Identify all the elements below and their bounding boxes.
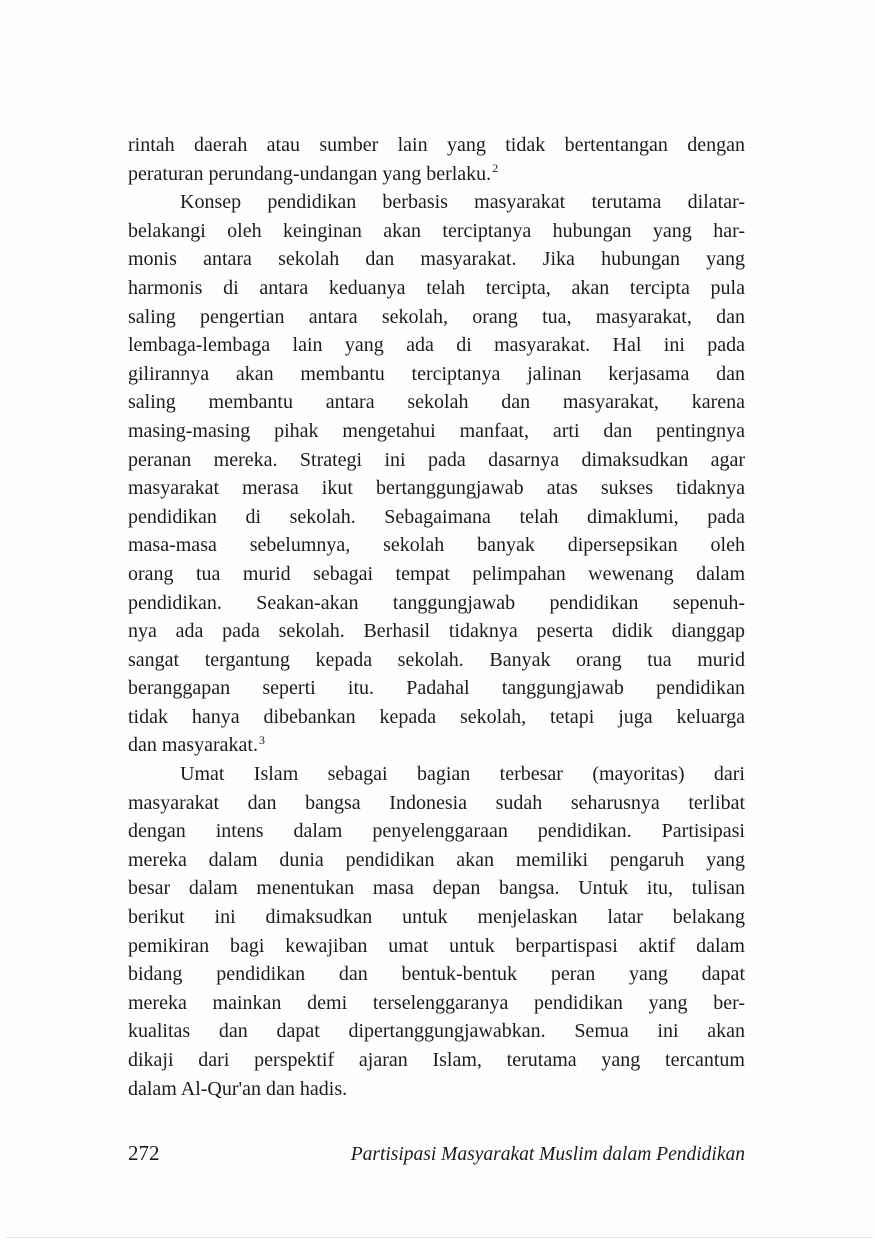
text-line: kualitas dan dapat dipertanggungjawabkan. Semua ini akan: [128, 1020, 745, 1043]
text-line: gilirannya akan membantu terciptanya jalinan kerjasama dan: [128, 362, 745, 385]
text-line: dengan intens dalam penyelenggaraan pendidikan. Partisipasi: [128, 820, 745, 843]
text-line: masa-masa sebelumnya, sekolah banyak dipersepsikan oleh: [128, 534, 745, 557]
text-line: pendidikan di sekolah. Sebagaimana telah dimaklumi, pada: [128, 505, 745, 528]
text-line: mereka dalam dunia pendidikan akan memiliki pengaruh yang: [128, 848, 745, 871]
text-line: sangat tergantung kepada sekolah. Banyak orang tua murid: [128, 648, 745, 671]
text-line: beranggapan seperti itu. Padahal tanggungjawab pendidikan: [128, 677, 745, 700]
text-line: saling membantu antara sekolah dan masyarakat, karena: [128, 391, 745, 414]
text-line: pemikiran bagi kewajiban umat untuk berpartispasi aktif dalam: [128, 934, 745, 957]
text-line: dalam Al-Qur'an dan hadis.: [128, 1077, 348, 1100]
page-footer: [128, 1141, 745, 1166]
text-line: dikaji dari perspektif ajaran Islam, terutama yang tercantum: [128, 1049, 745, 1071]
text-line: belakangi oleh keinginan akan terciptanya hubungan yang har-: [128, 219, 745, 242]
text-line: mereka mainkan demi terselenggaranya pendidikan yang ber-: [128, 991, 745, 1014]
text-line: bidang pendidikan dan bentuk-bentuk peran yang dapat: [128, 963, 745, 986]
page-body: [128, 131, 745, 1103]
text-line: pendidikan. Seakan-akan tanggungjawab pendidikan sepenuh-: [128, 591, 745, 614]
text-line: monis antara sekolah dan masyarakat. Jika hubungan yang: [128, 248, 745, 271]
text-line: dan masyarakat.$^3$: [128, 732, 265, 757]
text-line: tidak hanya dibebankan kepada sekolah, tetapi juga keluarga: [128, 705, 745, 728]
running-title: Partisipasi Masyarakat Muslim dalam Pendidikan: [350, 1144, 745, 1165]
text-line: peranan mereka. Strategi ini pada dasarnya dimaksudkan agar: [128, 448, 745, 471]
footnote-reference: 2: [492, 160, 499, 175]
text-line: berikut ini dimaksudkan untuk menjelaskan latar belakang: [128, 906, 745, 929]
text-line: saling pengertian antara sekolah, orang tua, masyarakat, dan: [128, 305, 745, 328]
text-line: masing-masing pihak mengetahui manfaat, arti dan pentingnya: [128, 419, 745, 442]
text-line: harmonis di antara keduanya telah tercipta, akan tercipta pula: [128, 276, 745, 299]
text-line: lembaga-lembaga lain yang ada di masyarakat. Hal ini pada: [128, 334, 745, 357]
text-line: Konsep pendidikan berbasis masyarakat terutama dilatar-: [180, 191, 745, 214]
text-line: peraturan perundang-undangan yang berlaku.$^2$: [128, 160, 499, 185]
footnote-reference: 3: [258, 732, 265, 747]
text-line: nya ada pada sekolah. Berhasil tidaknya peserta didik dianggap: [128, 620, 745, 643]
text-line: besar dalam menentukan masa depan bangsa. Untuk itu, tulisan: [128, 877, 745, 900]
text-line: masyarakat dan bangsa Indonesia sudah seharusnya terlibat: [128, 791, 745, 814]
page-number: 272: [128, 1141, 160, 1165]
text-line: orang tua murid sebagai tempat pelimpahan wewenang dalam: [128, 562, 745, 585]
text-line: Umat Islam sebagai bagian terbesar (mayoritas) dari: [180, 763, 745, 786]
text-line: rintah daerah atau sumber lain yang tidak bertentangan dengan: [128, 134, 745, 156]
text-line: masyarakat merasa ikut bertanggungjawab atas sukses tidaknya: [128, 477, 745, 500]
scan-edge-artifact: [6, 1237, 872, 1238]
